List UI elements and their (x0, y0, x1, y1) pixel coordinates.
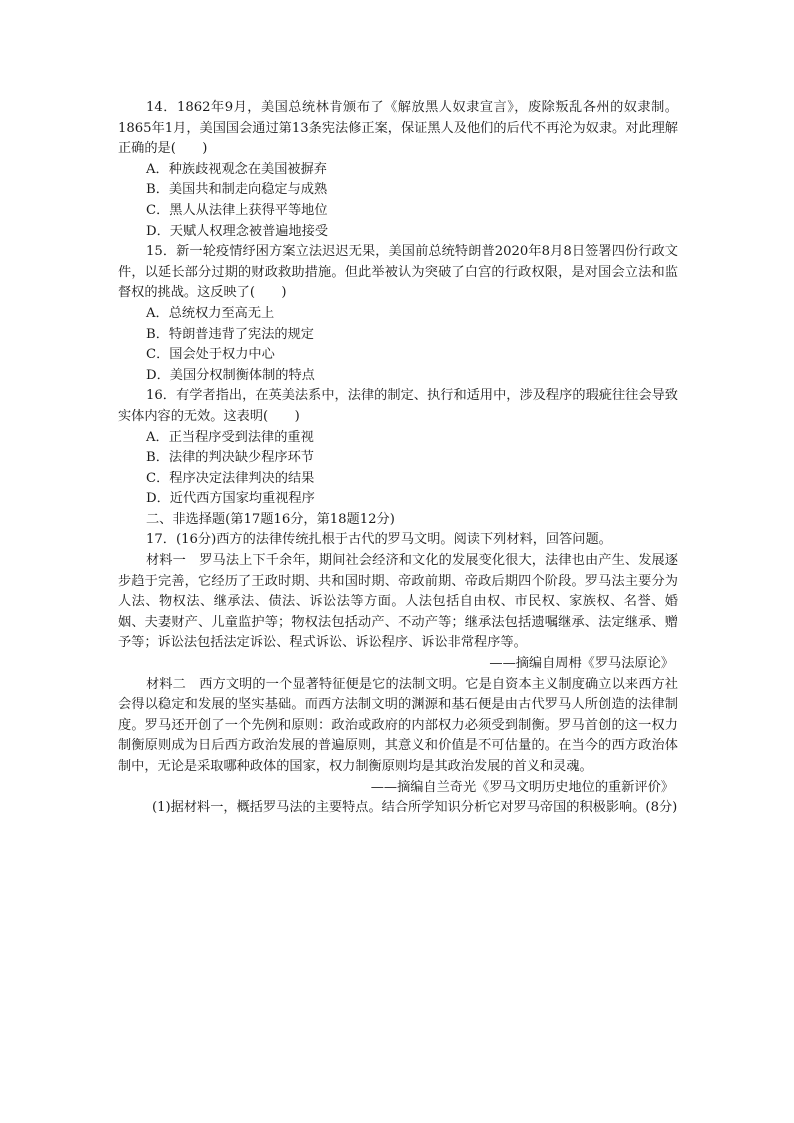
section-heading: 二、非选择题(第17题16分，第18题12分) (146, 511, 395, 527)
option-a: A．种族歧视观念在美国被摒弃 (146, 161, 327, 177)
question-stem: 16．有学者指出，在英美法系中，法律的制定、执行和适用中，涉及程序的瑕疵往往会导致实体内容的无效。这表明( ) (118, 388, 678, 424)
question-intro: 17．(16分)西方的法律传统扎根于古代的罗马文明。阅读下列材料，回答问题。 (146, 532, 612, 548)
option-d: D．近代西方国家均重视程序 (146, 491, 315, 507)
question-16 (118, 386, 678, 510)
question-stem: 14．1862年9月，美国总统林肯颁布了《解放黑人奴隶宣言》，废除叛乱各州的奴隶制。1865年1月，美国国会通过第13条宪法修正案，保证黑人及他们的后代不再沦为奴隶。对此理解正确的是( ) (118, 100, 678, 157)
option-a: A．正当程序受到法律的重视 (146, 429, 314, 445)
document-body (118, 98, 678, 819)
option-b: B．美国共和制走向稳定与成熟 (146, 182, 328, 198)
option-b: B．法律的判决缺少程序环节 (146, 450, 314, 466)
question-17 (118, 530, 678, 818)
material-one: 材料一 罗马法上下千余年，期间社会经济和文化的发展变化很大，法律也由产生、发展逐步趋于完善，它经历了王政时期、共和国时期、帝政前期、帝政后期四个阶段。罗马法主要分为人法、物权法、继承法、债法、诉讼法等方面。人法包括自由权、市民权、家族权、名誉、婚姻、夫妻财产、儿童监护等；物权法包括动产、不动产等；继承法包括遗嘱继承、法定继承、赠予等；诉讼法包括法定诉讼、程式诉讼、诉讼程序、诉讼非常程序等。 (118, 553, 678, 651)
option-d: D．美国分权制衡体制的特点 (146, 367, 315, 383)
material-two-source: ——摘编自兰奇光《罗马文明历史地位的重新评价》 (370, 779, 674, 795)
option-a: A．总统权力至高无上 (146, 305, 275, 321)
option-d: D．天赋人权理念被普遍地接受 (146, 223, 329, 239)
option-c: C．黑人从法律上获得平等地位 (146, 202, 328, 218)
material-two: 材料二 西方文明的一个显著特征便是它的法制文明。它是自资本主义制度确立以来西方社会得以稳定和发展的坚实基础。而西方法制文明的渊源和基石便是由古代罗马人所创造的法律制度。罗马还开创了一个先例和原则：政治或政府的内部权力必须受到制衡。罗马首创的这一权力制衡原则成为日后西方政治发展的普遍原则，其意义和价值是不可估量的。在当今的西方政治体制中，无论是采取哪种政体的国家，权力制衡原则均是其政治发展的首义和灵魂。 (118, 676, 678, 774)
option-c: C．国会处于权力中心 (146, 347, 275, 363)
question-15 (118, 242, 678, 386)
sub-question-1: (1)据材料一，概括罗马法的主要特点。结合所学知识分析它对罗马帝国的积极影响。(8分) (152, 800, 678, 816)
material-one-source: ——摘编自周枏《罗马法原论》 (489, 656, 674, 672)
question-14 (118, 98, 678, 242)
option-c: C．程序决定法律判决的结果 (146, 470, 315, 486)
question-stem: 15．新一轮疫情纾困方案立法迟迟无果，美国前总统特朗普2020年8月8日签署四份行政文件，以延长部分过期的财政救助措施。但此举被认为突破了白宫的行政权限，是对国会立法和监督权的挑战。这反映了( ) (118, 244, 678, 301)
option-b: B．特朗普违背了宪法的规定 (146, 326, 314, 342)
